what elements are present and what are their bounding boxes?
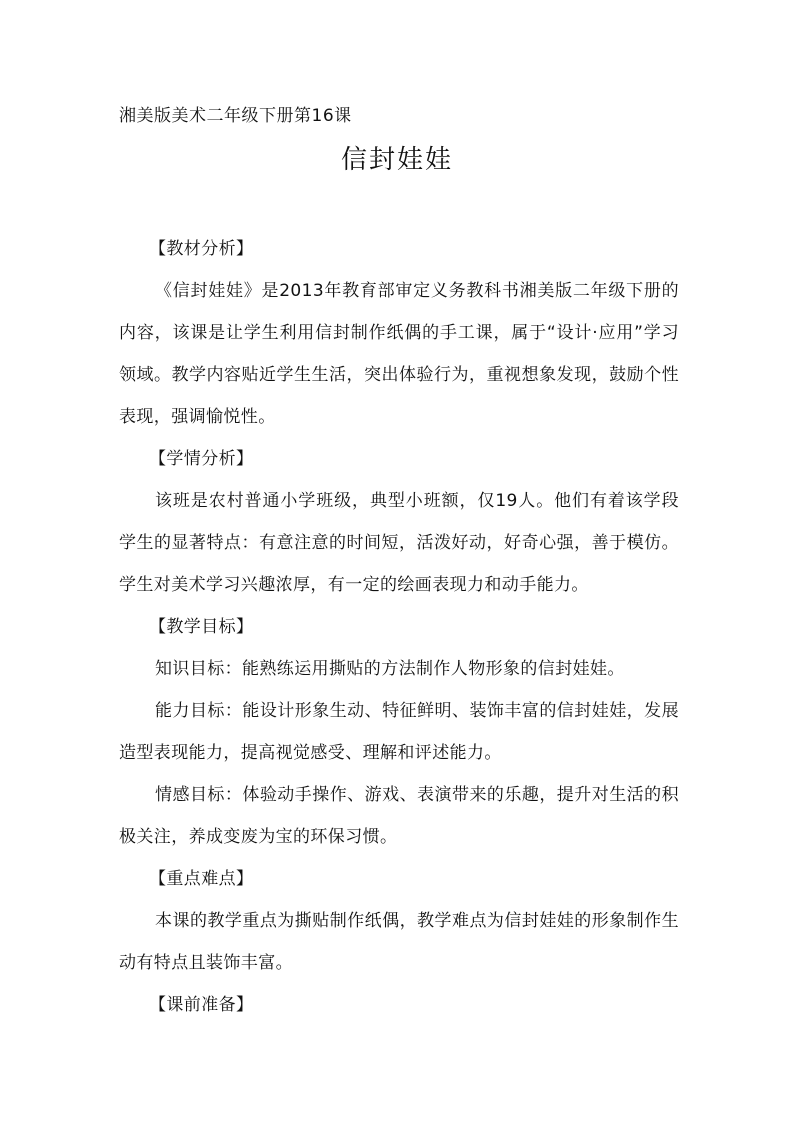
paragraph-key-difficulties: 本课的教学重点为撕贴制作纸偶，教学难点为信封娃娃的形象制作生动有特点且装饰丰富。 — [119, 911, 679, 973]
paragraph-ability-goal: 能力目标：能设计形象生动、特征鲜明、装饰丰富的信封娃娃，发展造型表现能力，提高视觉感受、理解和评述能力。 — [119, 701, 679, 763]
document-body — [119, 228, 679, 1026]
section-heading-material-analysis: 【教材分析】 — [149, 239, 254, 259]
section-heading-preparation: 【课前准备】 — [149, 995, 254, 1015]
paragraph-knowledge-goal: 知识目标：能熟练运用撕贴的方法制作人物形象的信封娃娃。 — [155, 659, 625, 679]
section-heading-teaching-goals: 【教学目标】 — [149, 617, 254, 637]
section-heading-key-difficulties: 【重点难点】 — [149, 869, 254, 889]
course-label: 湘美版美术二年级下册第16课 — [119, 106, 352, 126]
paragraph-learner-analysis: 该班是农村普通小学班级，典型小班额，仅19人。他们有着该学段学生的显著特点：有意注意的时间短，活泼好动，好奇心强，善于模仿。学生对美术学习兴趣浓厚，有一定的绘画表现力和动手能力。 — [119, 491, 679, 595]
paragraph-material-analysis: 《信封娃娃》是2013年教育部审定义务教科书湘美版二年级下册的内容，该课是让学生利用信封制作纸偶的手工课，属于“设计·应用”学习领域。教学内容贴近学生生活，突出体验行为，重视想象发现，鼓励个性表现，强调愉悦性。 — [119, 281, 679, 427]
paragraph-emotion-goal: 情感目标：体验动手操作、游戏、表演带来的乐趣，提升对生活的积极关注，养成变废为宝的环保习惯。 — [119, 785, 679, 847]
section-heading-learner-analysis: 【学情分析】 — [149, 449, 254, 469]
page-title: 信封娃娃 — [340, 145, 453, 175]
